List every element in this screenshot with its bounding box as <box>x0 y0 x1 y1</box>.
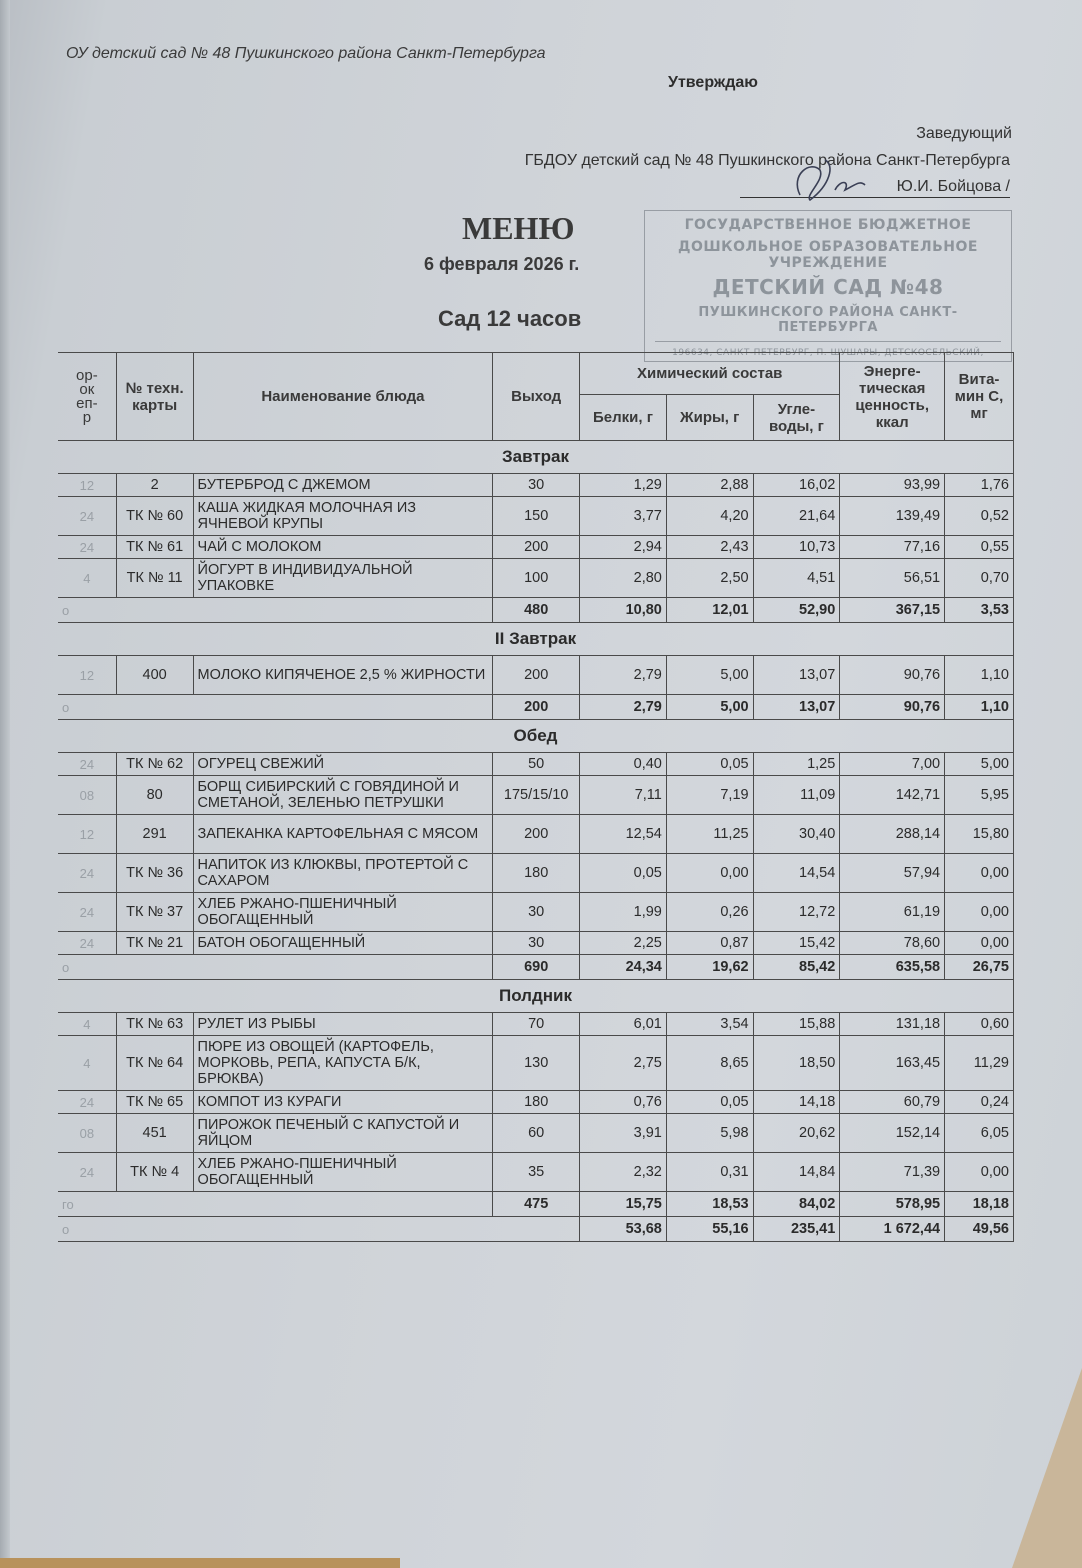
fat-value: 0,05 <box>666 753 753 776</box>
table-row <box>58 815 1014 854</box>
fat-value: 0,87 <box>666 932 753 955</box>
recipe-number: 4 <box>58 559 116 598</box>
protein-value: 0,05 <box>580 854 667 893</box>
section-header-row <box>58 623 1014 656</box>
total-fat: 18,53 <box>666 1192 753 1217</box>
recipe-number: 24 <box>58 854 116 893</box>
grand-total-row <box>58 1217 1014 1242</box>
carbs-value: 15,42 <box>753 932 840 955</box>
table-row <box>58 753 1014 776</box>
official-stamp <box>644 210 1012 362</box>
protein-value: 1,99 <box>580 893 667 932</box>
energy-value: 7,00 <box>840 753 945 776</box>
vitamin-value: 0,52 <box>945 497 1014 536</box>
dish-name: НАПИТОК ИЗ КЛЮКВЫ, ПРОТЕРТОЙ С САХАРОМ <box>193 854 493 893</box>
dish-name: ПЮРЕ ИЗ ОВОЩЕЙ (КАРТОФЕЛЬ, МОРКОВЬ, РЕПА, КАПУСТА Б/К, БРЮКВА) <box>193 1036 493 1091</box>
dish-name: ЧАЙ С МОЛОКОМ <box>193 536 493 559</box>
energy-value: 163,45 <box>840 1036 945 1091</box>
stamp-line: 196634, САНКТ-ПЕТЕРБУРГ, П. ШУШАРЫ, ДЕТСКОСЕЛЬСКИЙ, <box>672 348 984 358</box>
protein-value: 0,76 <box>580 1091 667 1114</box>
carbs-value: 12,72 <box>753 893 840 932</box>
tech-card-number: ТК № 65 <box>116 1091 193 1114</box>
tech-card-number: 400 <box>116 656 193 695</box>
dish-name: КАША ЖИДКАЯ МОЛОЧНАЯ ИЗ ЯЧНЕВОЙ КРУПЫ <box>193 497 493 536</box>
total-label: го <box>58 1192 116 1217</box>
recipe-number: 12 <box>58 474 116 497</box>
carbs-value: 21,64 <box>753 497 840 536</box>
energy-value: 288,14 <box>840 815 945 854</box>
menu-date: 6 февраля 2026 г. <box>424 254 580 274</box>
dish-name: ПИРОЖОК ПЕЧЕНЫЙ С КАПУСТОЙ И ЯЙЦОМ <box>193 1114 493 1153</box>
menu-table <box>58 352 1014 1242</box>
stamp-line: ГОСУДАРСТВЕННОЕ БЮДЖЕТНОЕ <box>684 217 972 233</box>
vitamin-value: 0,55 <box>945 536 1014 559</box>
tech-card-number: 80 <box>116 776 193 815</box>
vitamin-value: 0,00 <box>945 854 1014 893</box>
grand-total-energy: 1 672,44 <box>840 1217 945 1242</box>
section-total-row <box>58 1192 1014 1217</box>
total-protein: 24,34 <box>580 955 667 980</box>
fat-value: 0,31 <box>666 1153 753 1192</box>
total-vitamin: 3,53 <box>945 598 1014 623</box>
portion-output: 175/15/10 <box>493 776 580 815</box>
portion-output: 30 <box>493 893 580 932</box>
tech-card-number: ТК № 64 <box>116 1036 193 1091</box>
protein-value: 6,01 <box>580 1013 667 1036</box>
table-row <box>58 656 1014 695</box>
vitamin-value: 11,29 <box>945 1036 1014 1091</box>
total-vitamin: 26,75 <box>945 955 1014 980</box>
fat-value: 4,20 <box>666 497 753 536</box>
carbs-value: 18,50 <box>753 1036 840 1091</box>
total-output: 200 <box>493 695 580 720</box>
col-tk-header: № техн. карты <box>116 353 193 441</box>
table-row <box>58 536 1014 559</box>
portion-output: 60 <box>493 1114 580 1153</box>
recipe-number: 24 <box>58 536 116 559</box>
head-role: Заведующий <box>916 125 1012 142</box>
fat-value: 5,98 <box>666 1114 753 1153</box>
dish-name: БУТЕРБРОД С ДЖЕМОМ <box>193 474 493 497</box>
recipe-number: 12 <box>58 815 116 854</box>
paper-edge <box>0 0 10 1568</box>
total-blank <box>116 695 492 720</box>
col-vitamin-header: Вита-мин С, мг <box>945 353 1014 441</box>
dish-name: ОГУРЕЦ СВЕЖИЙ <box>193 753 493 776</box>
vitamin-value: 0,00 <box>945 1153 1014 1192</box>
total-label: о <box>58 955 116 980</box>
dish-name: ЙОГУРТ В ИНДИВИДУАЛЬНОЙ УПАКОВКЕ <box>193 559 493 598</box>
total-blank <box>116 955 492 980</box>
approval-label: Утверждаю <box>668 74 758 91</box>
carbs-value: 14,54 <box>753 854 840 893</box>
total-output: 475 <box>493 1192 580 1217</box>
vitamin-value: 15,80 <box>945 815 1014 854</box>
section-title: II Завтрак <box>58 623 1014 656</box>
recipe-number: 24 <box>58 753 116 776</box>
portion-output: 30 <box>493 474 580 497</box>
total-fat: 5,00 <box>666 695 753 720</box>
total-protein: 10,80 <box>580 598 667 623</box>
fat-value: 3,54 <box>666 1013 753 1036</box>
background-surface <box>1012 1368 1082 1568</box>
vitamin-value: 0,70 <box>945 559 1014 598</box>
carbs-value: 13,07 <box>753 656 840 695</box>
recipe-number: 4 <box>58 1013 116 1036</box>
carbs-value: 10,73 <box>753 536 840 559</box>
dish-name: ХЛЕБ РЖАНО-ПШЕНИЧНЫЙ ОБОГАЩЕННЫЙ <box>193 1153 493 1192</box>
recipe-number: 24 <box>58 1153 116 1192</box>
recipe-number: 08 <box>58 776 116 815</box>
grand-total-label: о <box>58 1217 116 1242</box>
table-row <box>58 1013 1014 1036</box>
vitamin-value: 1,10 <box>945 656 1014 695</box>
total-output: 690 <box>493 955 580 980</box>
vitamin-value: 6,05 <box>945 1114 1014 1153</box>
tech-card-number: ТК № 60 <box>116 497 193 536</box>
col-fat-header: Жиры, г <box>666 395 753 441</box>
section-title: Полдник <box>58 980 1014 1013</box>
protein-value: 2,75 <box>580 1036 667 1091</box>
energy-value: 57,94 <box>840 854 945 893</box>
vitamin-value: 1,76 <box>945 474 1014 497</box>
recipe-number: 24 <box>58 893 116 932</box>
fat-value: 11,25 <box>666 815 753 854</box>
total-label: о <box>58 695 116 720</box>
total-energy: 635,58 <box>840 955 945 980</box>
fat-value: 5,00 <box>666 656 753 695</box>
dish-name: МОЛОКО КИПЯЧЕНОЕ 2,5 % ЖИРНОСТИ <box>193 656 493 695</box>
stamp-line: ДОШКОЛЬНОЕ ОБРАЗОВАТЕЛЬНОЕ УЧРЕЖДЕНИЕ <box>678 239 978 271</box>
protein-value: 12,54 <box>580 815 667 854</box>
grand-total-fat: 55,16 <box>666 1217 753 1242</box>
total-energy: 367,15 <box>840 598 945 623</box>
energy-value: 152,14 <box>840 1114 945 1153</box>
tech-card-number: 291 <box>116 815 193 854</box>
table-row <box>58 497 1014 536</box>
carbs-value: 30,40 <box>753 815 840 854</box>
fat-value: 0,05 <box>666 1091 753 1114</box>
vitamin-value: 0,00 <box>945 932 1014 955</box>
recipe-number: 08 <box>58 1114 116 1153</box>
total-carbs: 13,07 <box>753 695 840 720</box>
carbs-value: 11,09 <box>753 776 840 815</box>
section-total-row <box>58 955 1014 980</box>
table-row <box>58 854 1014 893</box>
fat-value: 2,43 <box>666 536 753 559</box>
tech-card-number: ТК № 4 <box>116 1153 193 1192</box>
section-header-row <box>58 720 1014 753</box>
menu-subtitle: Сад 12 часов <box>438 306 582 331</box>
grand-total-carbs: 235,41 <box>753 1217 840 1242</box>
stamp-line: ПУШКИНСКОГО РАЙОНА САНКТ-ПЕТЕРБУРГА <box>655 305 1001 342</box>
section-total-row <box>58 695 1014 720</box>
carbs-value: 1,25 <box>753 753 840 776</box>
tech-card-number: ТК № 62 <box>116 753 193 776</box>
portion-output: 180 <box>493 854 580 893</box>
vitamin-value: 0,60 <box>945 1013 1014 1036</box>
carbs-value: 15,88 <box>753 1013 840 1036</box>
recipe-number: 4 <box>58 1036 116 1091</box>
total-blank <box>116 1192 492 1217</box>
fat-value: 2,50 <box>666 559 753 598</box>
vitamin-value: 0,24 <box>945 1091 1014 1114</box>
head-organization: ГБДОУ детский сад № 48 Пушкинского района Санкт-Петербурга <box>524 152 1010 169</box>
total-carbs: 52,90 <box>753 598 840 623</box>
grand-total-vitamin: 49,56 <box>945 1217 1014 1242</box>
carbs-value: 4,51 <box>753 559 840 598</box>
dish-name: КОМПОТ ИЗ КУРАГИ <box>193 1091 493 1114</box>
portion-output: 100 <box>493 559 580 598</box>
tech-card-number: ТК № 21 <box>116 932 193 955</box>
dish-name: БОРЩ СИБИРСКИЙ С ГОВЯДИНОЙ И СМЕТАНОЙ, ЗЕЛЕНЬЮ ПЕТРУШКИ <box>193 776 493 815</box>
total-vitamin: 1,10 <box>945 695 1014 720</box>
org-header-line: ОУ детский сад № 48 Пушкинского района Санкт-Петербурга <box>66 45 546 62</box>
total-fat: 19,62 <box>666 955 753 980</box>
protein-value: 0,40 <box>580 753 667 776</box>
fat-value: 0,00 <box>666 854 753 893</box>
table-row <box>58 1153 1014 1192</box>
col-output-header: Выход <box>493 353 580 441</box>
protein-value: 3,91 <box>580 1114 667 1153</box>
fat-value: 8,65 <box>666 1036 753 1091</box>
energy-value: 93,99 <box>840 474 945 497</box>
col-energy-header: Энерге-тическая ценность, ккал <box>840 353 945 441</box>
protein-value: 2,80 <box>580 559 667 598</box>
total-blank <box>116 598 492 623</box>
section-header-row <box>58 980 1014 1013</box>
section-header-row <box>58 441 1014 474</box>
table-row <box>58 1114 1014 1153</box>
tech-card-number: ТК № 37 <box>116 893 193 932</box>
portion-output: 200 <box>493 536 580 559</box>
signatory-name: Ю.И. Бойцова / <box>896 178 1010 195</box>
dish-name: ХЛЕБ РЖАНО-ПШЕНИЧНЫЙ ОБОГАЩЕННЫЙ <box>193 893 493 932</box>
fat-value: 7,19 <box>666 776 753 815</box>
energy-value: 90,76 <box>840 656 945 695</box>
energy-value: 77,16 <box>840 536 945 559</box>
grand-total-protein: 53,68 <box>580 1217 667 1242</box>
recipe-number: 24 <box>58 497 116 536</box>
tech-card-number: ТК № 63 <box>116 1013 193 1036</box>
table-row <box>58 932 1014 955</box>
total-vitamin: 18,18 <box>945 1192 1014 1217</box>
vitamin-value: 0,00 <box>945 893 1014 932</box>
total-carbs: 85,42 <box>753 955 840 980</box>
background-surface <box>0 1558 400 1568</box>
portion-output: 130 <box>493 1036 580 1091</box>
energy-value: 142,71 <box>840 776 945 815</box>
total-fat: 12,01 <box>666 598 753 623</box>
vitamin-value: 5,95 <box>945 776 1014 815</box>
col-name-header: Наименование блюда <box>193 353 493 441</box>
page-title: МЕНЮ <box>462 210 575 246</box>
carbs-value: 20,62 <box>753 1114 840 1153</box>
table-row <box>58 1036 1014 1091</box>
total-protein: 15,75 <box>580 1192 667 1217</box>
stamp-line: ДЕТСКИЙ САД №48 <box>712 275 944 299</box>
total-energy: 578,95 <box>840 1192 945 1217</box>
portion-output: 200 <box>493 815 580 854</box>
vitamin-value: 5,00 <box>945 753 1014 776</box>
col-recipe-header: ор- ок еп- р <box>58 353 116 441</box>
energy-value: 78,60 <box>840 932 945 955</box>
table-row <box>58 559 1014 598</box>
protein-value: 2,32 <box>580 1153 667 1192</box>
dish-name: РУЛЕТ ИЗ РЫБЫ <box>193 1013 493 1036</box>
portion-output: 70 <box>493 1013 580 1036</box>
portion-output: 35 <box>493 1153 580 1192</box>
tech-card-number: 451 <box>116 1114 193 1153</box>
portion-output: 180 <box>493 1091 580 1114</box>
section-total-row <box>58 598 1014 623</box>
total-carbs: 84,02 <box>753 1192 840 1217</box>
protein-value: 1,29 <box>580 474 667 497</box>
carbs-value: 14,18 <box>753 1091 840 1114</box>
section-title: Завтрак <box>58 441 1014 474</box>
energy-value: 131,18 <box>840 1013 945 1036</box>
carbs-value: 14,84 <box>753 1153 840 1192</box>
signature-icon <box>780 155 880 205</box>
total-protein: 2,79 <box>580 695 667 720</box>
fat-value: 2,88 <box>666 474 753 497</box>
total-output: 480 <box>493 598 580 623</box>
protein-value: 2,25 <box>580 932 667 955</box>
section-title: Обед <box>58 720 1014 753</box>
protein-value: 2,79 <box>580 656 667 695</box>
total-energy: 90,76 <box>840 695 945 720</box>
energy-value: 56,51 <box>840 559 945 598</box>
protein-value: 3,77 <box>580 497 667 536</box>
energy-value: 139,49 <box>840 497 945 536</box>
tech-card-number: 2 <box>116 474 193 497</box>
table-row <box>58 1091 1014 1114</box>
portion-output: 150 <box>493 497 580 536</box>
portion-output: 200 <box>493 656 580 695</box>
protein-value: 2,94 <box>580 536 667 559</box>
tech-card-number: ТК № 61 <box>116 536 193 559</box>
col-protein-header: Белки, г <box>580 395 667 441</box>
energy-value: 60,79 <box>840 1091 945 1114</box>
portion-output: 50 <box>493 753 580 776</box>
energy-value: 71,39 <box>840 1153 945 1192</box>
protein-value: 7,11 <box>580 776 667 815</box>
table-row <box>58 893 1014 932</box>
col-carbs-header: Угле-воды, г <box>753 395 840 441</box>
grand-total-blank <box>116 1217 579 1242</box>
energy-value: 61,19 <box>840 893 945 932</box>
dish-name: БАТОН ОБОГАЩЕННЫЙ <box>193 932 493 955</box>
tech-card-number: ТК № 11 <box>116 559 193 598</box>
col-chem-header: Химический состав <box>580 353 840 395</box>
fat-value: 0,26 <box>666 893 753 932</box>
total-label: о <box>58 598 116 623</box>
tech-card-number: ТК № 36 <box>116 854 193 893</box>
table-row <box>58 776 1014 815</box>
recipe-number: 12 <box>58 656 116 695</box>
recipe-number: 24 <box>58 1091 116 1114</box>
carbs-value: 16,02 <box>753 474 840 497</box>
dish-name: ЗАПЕКАНКА КАРТОФЕЛЬНАЯ С МЯСОМ <box>193 815 493 854</box>
table-row <box>58 474 1014 497</box>
recipe-number: 24 <box>58 932 116 955</box>
portion-output: 30 <box>493 932 580 955</box>
